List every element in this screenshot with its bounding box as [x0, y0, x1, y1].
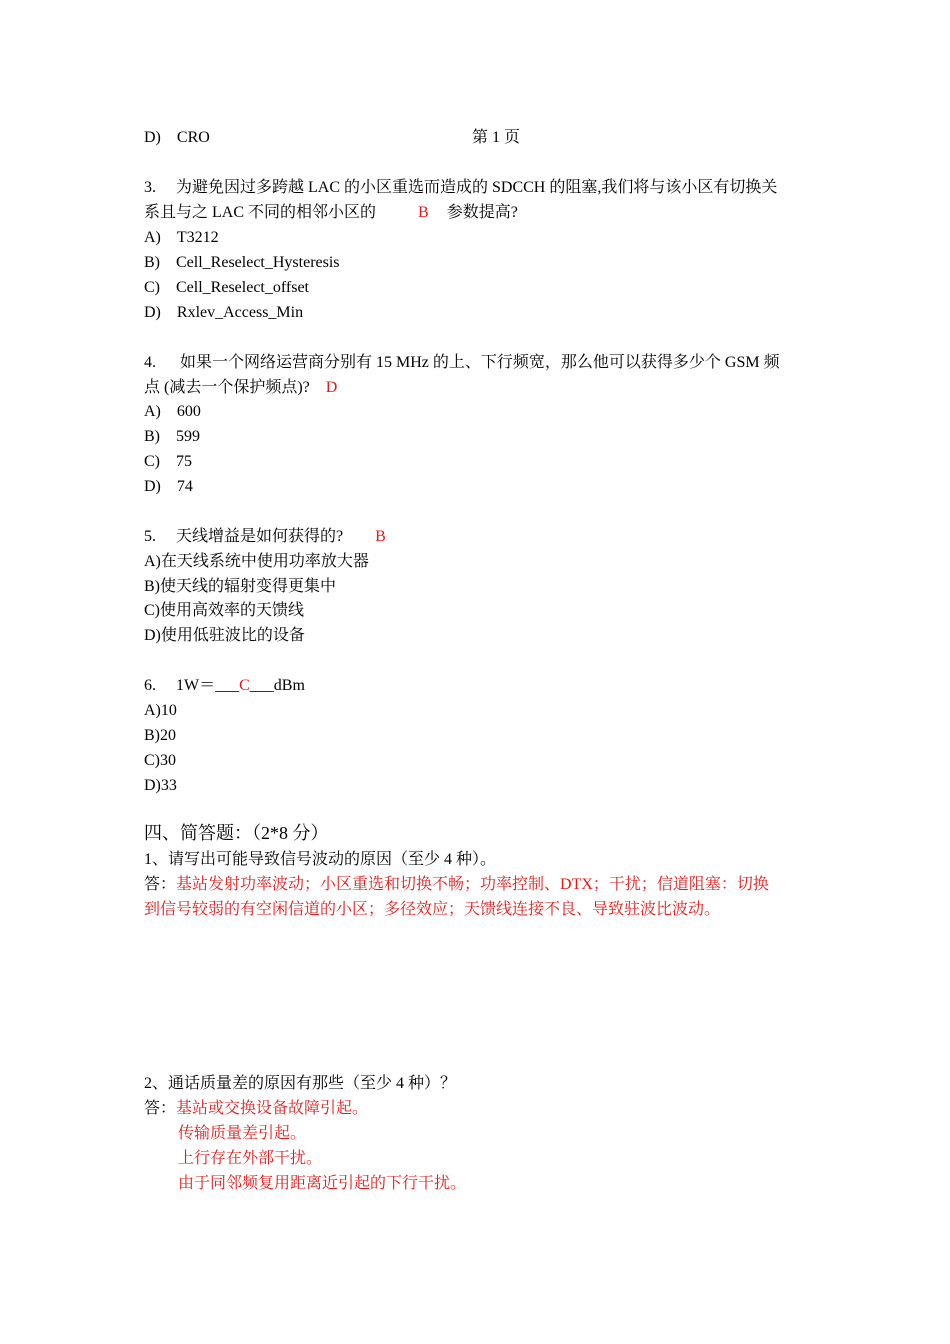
q5-text: 天线增益是如何获得的?: [176, 528, 344, 545]
q5-answer: B: [375, 528, 386, 545]
q6-option-c: C)30: [144, 752, 176, 769]
option-letter: A): [144, 229, 161, 246]
q3-answer: B: [418, 204, 429, 221]
sq2-answer-item: 传输质量差引起。: [178, 1125, 307, 1142]
sq1-answer-line1: [144, 875, 769, 895]
prev-option-d: [144, 128, 210, 148]
q5-option-c: C)使用高效率的天馈线: [144, 602, 305, 619]
option-text: CRO: [176, 129, 210, 146]
sq2-answer-item: 基站或交换设备故障引起。: [176, 1100, 369, 1117]
q4-text-line1: 如果一个网络运营商分别有 15 MHz 的上、下行频宽，那么他可以获得多少个 GSM 频: [180, 354, 780, 371]
sq2-answer-item: 由于同邻频复用距离近引起的下行干扰。: [178, 1175, 467, 1192]
q6-answer: C: [239, 677, 250, 694]
answer-label: 答：: [144, 876, 177, 893]
q5-option-b: B)使天线的辐射变得更集中: [144, 578, 337, 595]
q4-option-a: [144, 402, 201, 422]
q6-option-d: D)33: [144, 777, 177, 794]
option-letter: D): [144, 304, 161, 321]
q4-option-b: [144, 427, 200, 447]
q6-line1: [144, 676, 305, 696]
q6-number: 6.: [144, 677, 156, 694]
q3-text-line2-a: 系且与之 LAC 不同的相邻小区的: [144, 204, 377, 221]
option-text: 600: [176, 403, 201, 420]
option-text: T3212: [176, 229, 219, 246]
option-text: Cell_Reselect_Hysteresis: [176, 254, 340, 271]
q3-text-line1: 为避免因过多跨越 LAC 的小区重选而造成的 SDCCH 的阻塞,我们将与该小区有切换关: [176, 179, 778, 196]
option-text: 74: [176, 478, 193, 495]
sq2-question: 2、通话质量差的原因有那些（至少 4 种）？: [144, 1075, 457, 1092]
option-text: Rxlev_Access_Min: [176, 304, 304, 321]
page-number-label: 第 1 页: [472, 129, 521, 146]
option-letter: C): [144, 453, 160, 470]
option-text: Cell_Reselect_offset: [176, 279, 309, 296]
q6-text-a: 1W＝___: [176, 677, 240, 694]
q3-option-c: [144, 278, 309, 298]
option-text: 599: [176, 428, 200, 445]
q3-option-b: [144, 253, 340, 273]
q3-number: 3.: [144, 179, 156, 196]
q4-option-d: [144, 477, 193, 497]
option-letter: A): [144, 403, 161, 420]
answer-label: 答：: [144, 1100, 177, 1117]
q4-answer: D: [325, 379, 338, 396]
option-letter: C): [144, 279, 160, 296]
q3-text-line2-b: 参数提高?: [446, 204, 518, 221]
sq1-answer-text1: 基站发射功率波动；小区重选和切换不畅；功率控制、DTX；干扰；信道阻塞：切换: [176, 876, 769, 893]
q3-option-d: [144, 303, 303, 323]
option-letter: B): [144, 428, 160, 445]
q4-text-line2: 点 (减去一个保护频点)?: [144, 379, 310, 396]
q4-line1: [144, 353, 780, 373]
q5-number: 5.: [144, 528, 156, 545]
sq2-answer-line1: [144, 1099, 368, 1119]
sq1-answer-line2: 到信号较弱的有空闲信道的小区；多径效应；天馈线连接不良、导致驻波比波动。: [144, 901, 721, 918]
q4-number: 4.: [144, 354, 156, 371]
q3-line2: [144, 203, 518, 223]
q3-option-a: [144, 228, 219, 248]
q4-option-c: [144, 452, 192, 472]
q5-line1: [144, 527, 386, 547]
q3-line1: [144, 178, 777, 198]
sq2-answer-item: 上行存在外部干扰。: [178, 1150, 323, 1167]
sq1-question: 1、请写出可能导致信号波动的原因（至少 4 种）。: [144, 851, 497, 868]
q6-option-b: B)20: [144, 727, 176, 744]
q5-option-d: D)使用低驻波比的设备: [144, 627, 305, 644]
q6-option-a: A)10: [144, 702, 177, 719]
q4-line2: [144, 378, 337, 398]
section4-heading: 四、简答题：（2*8 分）: [144, 823, 329, 843]
q6-text-b: ___dBm: [249, 677, 305, 694]
option-letter: D): [144, 478, 161, 495]
q5-option-a: A)在天线系统中使用功率放大器: [144, 553, 369, 570]
option-letter: B): [144, 254, 160, 271]
option-text: 75: [176, 453, 192, 470]
option-letter: D): [144, 129, 161, 146]
